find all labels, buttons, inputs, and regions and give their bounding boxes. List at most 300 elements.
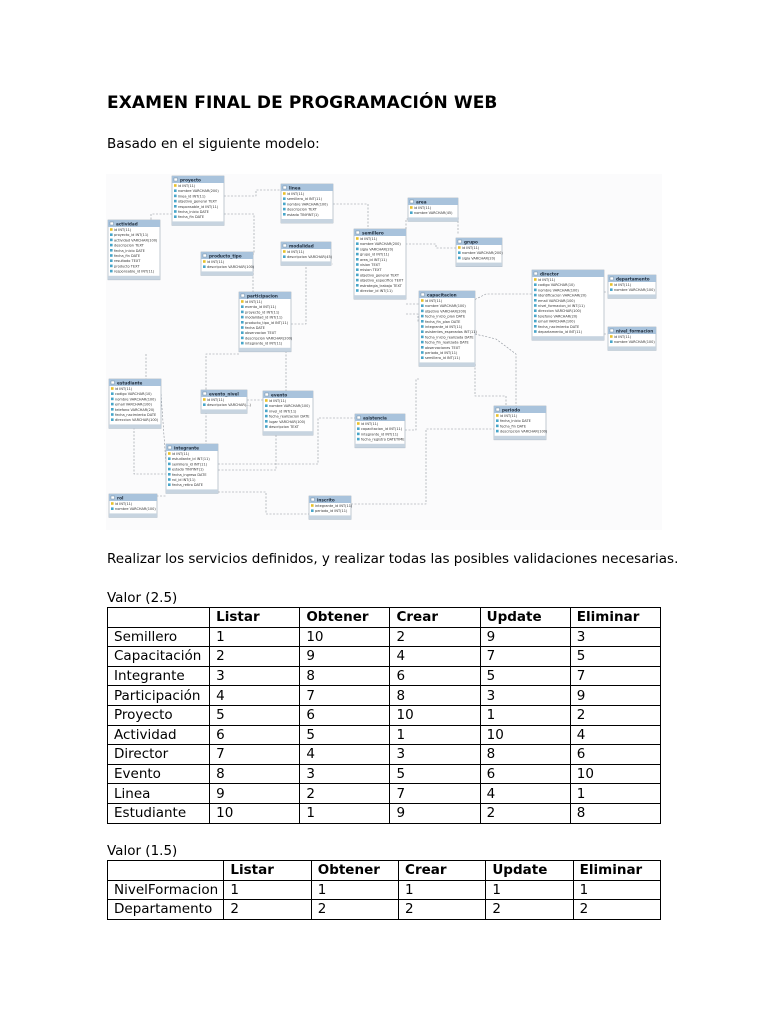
- entity-name: modalidad: [289, 243, 314, 249]
- entity-name: inscrito: [317, 497, 335, 503]
- column-icon: [174, 195, 177, 198]
- entity-field: id INT(11): [614, 283, 632, 287]
- entity-footer: [263, 431, 313, 435]
- entity-footer: [201, 271, 253, 275]
- entity-rol: [109, 494, 157, 517]
- column-icon: [241, 311, 244, 314]
- entity-field: sigla VARCHAR(20): [360, 247, 394, 252]
- table-icon: [283, 244, 287, 247]
- table-cell: 6: [570, 745, 660, 765]
- entity-actividad: [108, 220, 160, 280]
- entity-name: linea: [289, 185, 301, 191]
- key-icon: [168, 452, 171, 455]
- row-label: Participación: [108, 686, 210, 706]
- relationship-line: [161, 394, 166, 464]
- key-icon: [203, 260, 206, 263]
- table-icon: [174, 178, 178, 181]
- row-label: Capacitación: [108, 647, 210, 667]
- entity-field: nombre VARCHAR(200): [360, 242, 401, 247]
- column-icon: [534, 309, 537, 312]
- table-icon: [458, 240, 462, 243]
- entity-field: vision TEXT: [360, 263, 381, 267]
- entity-field: fecha_fin DATE: [114, 254, 141, 258]
- relationship-line: [151, 214, 172, 220]
- column-icon: [356, 248, 359, 251]
- entity-footer: [172, 221, 224, 225]
- row-label: Proyecto: [108, 705, 210, 725]
- table-cell: 3: [570, 627, 660, 647]
- table-cell: 9: [390, 803, 480, 823]
- entity-field: direccion VARCHAR(100): [115, 418, 159, 423]
- entity-field: email VARCHAR(100): [538, 298, 575, 303]
- entity-field: area_id INT(11): [360, 257, 387, 262]
- column-icon: [458, 251, 461, 254]
- table-row: [108, 784, 661, 804]
- entity-producto-tipo: [201, 252, 255, 275]
- column-icon: [283, 213, 286, 216]
- column-icon: [241, 331, 244, 334]
- entity-footer: [355, 444, 405, 448]
- table-cell: 5: [390, 764, 480, 784]
- column-icon: [265, 404, 268, 407]
- entity-field: nivel_formacion_id INT(11): [538, 304, 585, 308]
- entity-modalidad: [281, 242, 333, 265]
- table-row: [108, 745, 661, 765]
- table-icon: [311, 498, 315, 501]
- column-icon: [265, 425, 268, 428]
- entity-field: descripcion VARCHAR(45): [287, 255, 333, 260]
- table-icon: [241, 294, 245, 297]
- column-icon: [283, 197, 286, 200]
- table-cell: 7: [390, 784, 480, 804]
- row-label: Evento: [108, 764, 210, 784]
- column-icon: [357, 427, 360, 430]
- entity-footer: [354, 295, 406, 299]
- entity-participacion: [239, 292, 293, 352]
- row-label: Linea: [108, 784, 210, 804]
- table-cell: 8: [300, 666, 390, 686]
- entity-field: lugar VARCHAR(100): [269, 419, 306, 424]
- column-icon: [168, 463, 171, 466]
- entity-field: id INT(11): [500, 414, 518, 418]
- table-row: [108, 686, 661, 706]
- key-icon: [203, 398, 206, 401]
- table-cell: 5: [300, 725, 390, 745]
- column-icon: [356, 274, 359, 277]
- table-icon: [534, 272, 538, 275]
- entity-director: [532, 270, 604, 340]
- entity-field: id INT(11): [287, 192, 305, 196]
- entity-field: id INT(11): [114, 228, 132, 232]
- table-cell: 2: [224, 900, 311, 920]
- table-icon: [421, 293, 425, 296]
- entity-name: rol: [117, 495, 124, 501]
- column-icon: [111, 418, 114, 421]
- entity-proyecto: [172, 176, 224, 225]
- column-icon: [534, 325, 537, 328]
- entity-field: observacion TEXT: [245, 331, 277, 336]
- entity-departamento: [608, 275, 656, 298]
- entity-name: proyecto: [180, 177, 201, 183]
- entity-field: linea_id INT(11): [178, 194, 206, 199]
- column-icon: [174, 210, 177, 213]
- row-label: Semillero: [108, 627, 210, 647]
- table-icon: [283, 186, 287, 189]
- column-header: Listar: [224, 861, 311, 881]
- table-cell: 8: [570, 803, 660, 823]
- entity-footer: [239, 348, 291, 352]
- table-cell: 6: [390, 666, 480, 686]
- table-cell: 3: [480, 686, 570, 706]
- entity-field: estudiante_id INT(11): [172, 457, 210, 462]
- entity-field: fecha_nacimiento DATE: [538, 324, 580, 329]
- table-icon: [357, 416, 361, 419]
- entity-field: sigla VARCHAR(20): [462, 256, 496, 261]
- column-icon: [421, 351, 424, 354]
- entity-field: modalidad_id INT(11): [245, 315, 283, 320]
- entity-field: id INT(11): [245, 300, 263, 304]
- column-icon: [610, 340, 613, 343]
- column-icon: [356, 284, 359, 287]
- table-cell: 4: [480, 784, 570, 804]
- entity-field: estado TINYINT(1): [172, 467, 204, 472]
- entity-field: fecha_realizacion DATE: [269, 414, 310, 419]
- column-icon: [110, 254, 113, 257]
- entity-name: participacion: [247, 293, 278, 299]
- services-table-main: [107, 607, 661, 824]
- column-icon: [421, 356, 424, 359]
- key-icon: [356, 237, 359, 240]
- entity-footer: [456, 263, 502, 267]
- column-icon: [111, 507, 114, 510]
- entity-field: fecha_ingreso DATE: [172, 472, 207, 477]
- table-cell: 8: [210, 764, 300, 784]
- column-icon: [111, 398, 114, 401]
- key-icon: [610, 335, 613, 338]
- column-icon: [534, 283, 537, 286]
- entity-field: fecha_fin_realizada DATE: [425, 340, 469, 345]
- table-icon: [610, 277, 614, 280]
- entity-name: area: [416, 199, 427, 205]
- column-icon: [110, 239, 113, 242]
- entity-field: codigo VARCHAR(10): [115, 392, 152, 397]
- document-title: EXAMEN FINAL DE PROGRAMACIÓN WEB: [107, 93, 498, 113]
- entity-field: observaciones TEXT: [425, 345, 461, 350]
- entity-field: nombre VARCHAR(100): [115, 397, 156, 402]
- key-icon: [458, 246, 461, 249]
- table-row: [108, 725, 661, 745]
- column-icon: [241, 305, 244, 308]
- key-icon: [241, 300, 244, 303]
- entity-periodo: [494, 406, 548, 440]
- table-icon: [356, 231, 360, 234]
- table-cell: 1: [224, 880, 311, 900]
- column-icon: [174, 205, 177, 208]
- entity-field: fecha_inicio DATE: [114, 248, 145, 253]
- table-row: [108, 880, 661, 900]
- entity-field: codigo VARCHAR(10): [538, 283, 575, 288]
- entity-field: grupo_id INT(11): [360, 252, 390, 257]
- entity-name: producto_tipo: [209, 253, 242, 259]
- column-icon: [356, 263, 359, 266]
- key-icon: [357, 422, 360, 425]
- entity-header: [456, 238, 502, 245]
- table-cell: 2: [480, 803, 570, 823]
- relationship-line: [405, 379, 419, 430]
- key-icon: [110, 228, 113, 231]
- table-cell: 10: [390, 705, 480, 725]
- entity-semillero: [354, 229, 406, 299]
- relationship-line: [475, 334, 516, 406]
- entity-field: semillero_id INT(11): [172, 462, 207, 467]
- entity-field: periodo_id INT(11): [315, 509, 348, 514]
- entity-field: descripcion VARCHAR(100): [207, 265, 255, 270]
- table-cell: 3: [210, 666, 300, 686]
- table-icon: [111, 496, 115, 499]
- column-icon: [421, 330, 424, 333]
- column-icon: [110, 244, 113, 247]
- key-icon: [174, 184, 177, 187]
- entity-footer: [608, 294, 656, 298]
- entity-estudiante: [109, 379, 161, 428]
- table-row: [108, 627, 661, 647]
- entity-field: fecha_fin DATE: [500, 424, 527, 429]
- column-icon: [168, 473, 171, 476]
- entity-footer: [419, 362, 475, 366]
- entity-name: integrante: [174, 445, 199, 451]
- column-icon: [534, 320, 537, 323]
- table-icon: [110, 222, 114, 225]
- entity-field: estado TINYINT(1): [287, 212, 319, 217]
- table-row: [108, 647, 661, 667]
- relationship-line: [224, 190, 281, 196]
- relationship-line: [406, 314, 419, 322]
- entity-field: objetivo_general TEXT: [178, 199, 218, 204]
- table-cell: 3: [390, 745, 480, 765]
- column-icon: [110, 233, 113, 236]
- entity-evento: [263, 391, 313, 435]
- column-icon: [265, 410, 268, 413]
- table-cell: 7: [300, 686, 390, 706]
- entity-nivel-formacion: [608, 327, 656, 350]
- key-icon: [111, 387, 114, 390]
- relationship-line: [224, 214, 254, 254]
- key-icon: [496, 414, 499, 417]
- row-label: Integrante: [108, 666, 210, 686]
- entity-name: director: [540, 271, 559, 277]
- column-icon: [534, 299, 537, 302]
- entity-footer: [109, 424, 161, 428]
- entity-field: rol_id INT(11): [172, 478, 196, 482]
- entity-field: fecha_registro DATETIME: [361, 437, 405, 442]
- entity-field: descripcion TEXT: [287, 207, 317, 212]
- table-row: [108, 764, 661, 784]
- table-cell: 9: [300, 647, 390, 667]
- entity-linea: [281, 184, 333, 223]
- table-cell: 3: [300, 764, 390, 784]
- entity-name: evento_nivel: [209, 391, 239, 397]
- key-icon: [111, 502, 114, 505]
- column-icon: [203, 265, 206, 268]
- column-icon: [534, 330, 537, 333]
- entity-field: id INT(11): [614, 335, 632, 339]
- entity-field: nivel_id INT(11): [269, 409, 297, 414]
- entity-asistencia: [355, 414, 405, 448]
- table-cell: 8: [480, 745, 570, 765]
- relationship-line: [291, 264, 333, 324]
- entity-field: objetivo_especifico TEXT: [360, 278, 404, 283]
- entity-footer: [109, 513, 157, 517]
- entity-field: id INT(11): [115, 387, 133, 391]
- table-cell: 1: [486, 880, 573, 900]
- entity-field: nombre VARCHAR(100): [538, 288, 579, 293]
- key-icon: [311, 504, 314, 507]
- entity-field: fecha_inicio_plan DATE: [425, 314, 466, 319]
- table-cell: 7: [480, 647, 570, 667]
- table-cell: 7: [570, 666, 660, 686]
- table-cell: 2: [570, 705, 660, 725]
- table-row: [108, 803, 661, 823]
- entity-field: periodo_id INT(11): [425, 351, 458, 355]
- entity-field: id INT(11): [538, 278, 556, 282]
- column-icon: [356, 253, 359, 256]
- table-cell: 2: [300, 784, 390, 804]
- table-row: [108, 900, 661, 920]
- column-icon: [534, 294, 537, 297]
- table-corner-cell: [108, 861, 224, 881]
- entity-field: objetivo_general TEXT: [360, 273, 400, 278]
- table-icon: [203, 392, 207, 395]
- entity-name: estudiante: [117, 380, 143, 386]
- entity-footer: [309, 515, 351, 519]
- column-icon: [496, 430, 499, 433]
- entity-field: actividad VARCHAR(100): [114, 238, 158, 243]
- table-cell: 4: [390, 647, 480, 667]
- entity-field: descripcion VARCHAR(200): [245, 336, 293, 341]
- table-cell: 10: [210, 803, 300, 823]
- entity-field: producto TEXT: [114, 264, 140, 269]
- table-cell: 2: [486, 900, 573, 920]
- entity-footer: [201, 409, 247, 413]
- column-icon: [265, 415, 268, 418]
- column-icon: [610, 288, 613, 291]
- entity-name: periodo: [502, 407, 521, 413]
- entity-field: evento_id INT(11): [245, 305, 277, 310]
- entity-grupo: [456, 238, 503, 267]
- row-label: Actividad: [108, 725, 210, 745]
- entity-field: descripcion TEXT: [114, 243, 144, 248]
- entity-field: nombre VARCHAR(200): [462, 251, 503, 256]
- table-cell: 6: [210, 725, 300, 745]
- row-label: Estudiante: [108, 803, 210, 823]
- column-icon: [283, 208, 286, 211]
- row-label: NivelFormacion: [108, 880, 224, 900]
- table-cell: 2: [390, 627, 480, 647]
- er-diagram: [106, 174, 662, 530]
- table-cell: 5: [210, 705, 300, 725]
- intro-text: Basado en el siguiente modelo:: [107, 136, 320, 152]
- column-icon: [356, 242, 359, 245]
- table-cell: 10: [480, 725, 570, 745]
- entity-field: descripcion VARCHAR(100): [500, 429, 548, 434]
- column-icon: [421, 310, 424, 313]
- column-icon: [458, 257, 461, 260]
- column-icon: [356, 258, 359, 261]
- table-icon: [203, 254, 207, 257]
- entity-field: fecha_inicio_realizada DATE: [425, 335, 474, 340]
- table-cell: 6: [480, 764, 570, 784]
- table-cell: 5: [480, 666, 570, 686]
- entity-field: fecha_nacimiento DATE: [115, 413, 157, 417]
- entity-footer: [281, 219, 333, 223]
- column-icon: [534, 304, 537, 307]
- entity-field: integrante_id INT(11): [361, 432, 399, 437]
- relationship-line: [475, 364, 506, 406]
- column-header: Listar: [210, 608, 300, 628]
- entity-field: id INT(11): [207, 260, 225, 264]
- column-icon: [496, 419, 499, 422]
- table-row: [108, 705, 661, 725]
- table-cell: 10: [300, 627, 390, 647]
- column-icon: [174, 215, 177, 218]
- column-icon: [421, 346, 424, 349]
- column-icon: [110, 270, 113, 273]
- table-cell: 2: [573, 900, 660, 920]
- entity-field: resultado TEXT: [114, 259, 141, 264]
- entity-field: id INT(11): [361, 422, 379, 426]
- table-cell: 1: [573, 880, 660, 900]
- entity-field: id INT(11): [462, 246, 480, 250]
- key-icon: [534, 278, 537, 281]
- entity-field: direccion VARCHAR(100): [538, 309, 582, 314]
- entity-footer: [408, 217, 458, 221]
- column-icon: [421, 320, 424, 323]
- column-icon: [168, 483, 171, 486]
- entity-field: capacitacion_id INT(11): [361, 427, 403, 432]
- table-icon: [610, 329, 614, 332]
- column-icon: [110, 249, 113, 252]
- entity-field: identificacion VARCHAR(20): [538, 293, 587, 298]
- entity-field: integrante_id INT(11): [425, 325, 463, 329]
- entity-field: integrante_id INT(11): [245, 341, 283, 346]
- relationship-line: [333, 204, 368, 229]
- table-cell: 1: [210, 627, 300, 647]
- table-cell: 9: [210, 784, 300, 804]
- entity-name: grupo: [464, 239, 478, 245]
- entity-field: id INT(11): [178, 184, 196, 188]
- column-icon: [410, 211, 413, 214]
- entity-name: nivel_formacion: [616, 328, 654, 334]
- entity-field: fecha_fin_plan DATE: [425, 319, 461, 324]
- entity-footer: [494, 436, 546, 440]
- column-icon: [241, 326, 244, 329]
- entity-field: id INT(11): [115, 502, 133, 506]
- table-cell: 9: [480, 627, 570, 647]
- column-icon: [111, 403, 114, 406]
- key-icon: [410, 206, 413, 209]
- entity-footer: [281, 261, 331, 265]
- table-cell: 1: [399, 880, 486, 900]
- entity-field: fecha_inicio DATE: [500, 419, 531, 424]
- column-icon: [421, 325, 424, 328]
- entity-field: director_id INT(11): [360, 289, 393, 293]
- entity-field: id INT(11): [172, 452, 190, 456]
- entity-field: estrategia_trabajo TEXT: [360, 283, 402, 288]
- entity-field: id INT(11): [360, 237, 378, 241]
- table-cell: 2: [210, 647, 300, 667]
- entity-field: nombre VARCHAR(100): [614, 340, 655, 345]
- column-icon: [174, 189, 177, 192]
